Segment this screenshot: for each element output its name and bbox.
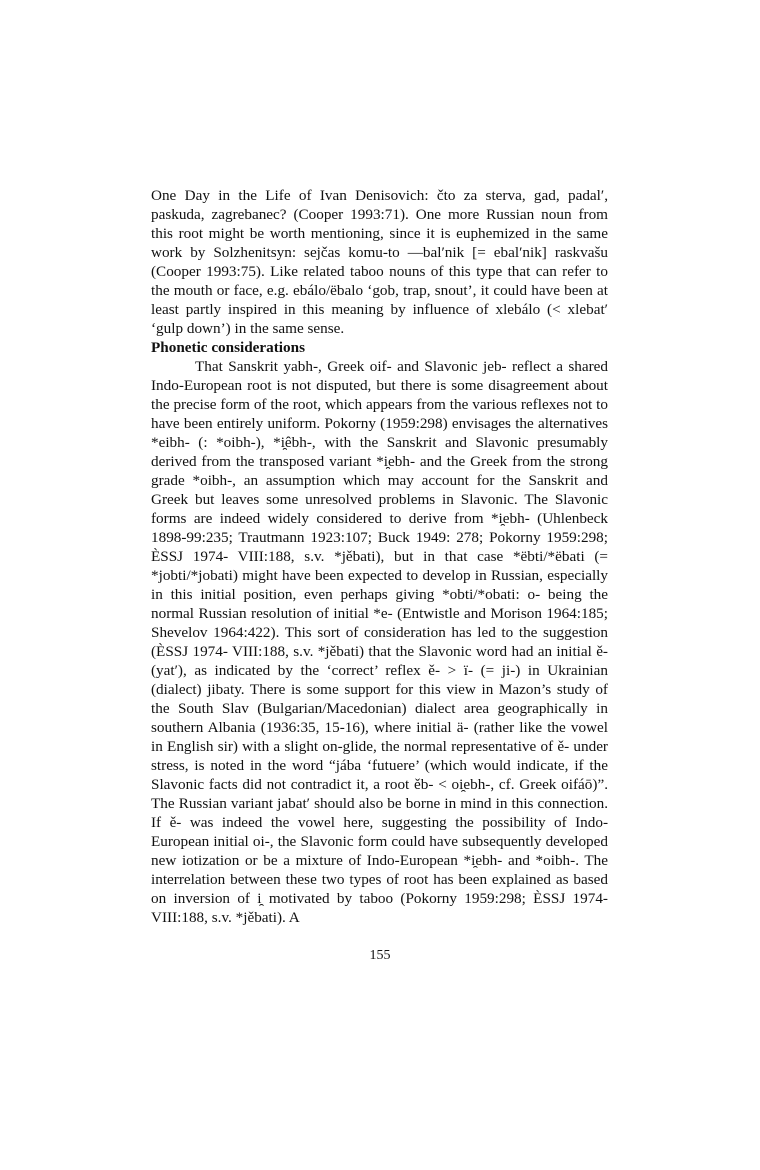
page-body	[151, 186, 608, 927]
paragraph-phonetic: That Sanskrit yabh-, Greek oif- and Slavonic jeb- reflect a shared Indo-European root is not disputed, but there is some disagreement about the precise form of the root, which appears from the various reflexes not to have been entirely uniform. Pokorny (1959:298) envisages the alternatives *eibh- (: *oibh-), *i̯êbh-, with the Sanskrit and Slavonic presumably derived from the transposed variant *i̯ebh- and the Greek from the strong grade *oibh-, an assumption which may account for the Sanskrit and Greek but leaves some unresolved problems in Slavonic. The Slavonic forms are indeed widely considered to derive from *i̯ebh- (Uhlenbeck 1898-99:235; Trautmann 1923:107; Buck 1949: 278; Pokorny 1959:298; ÈSSJ 1974- VIII:188, s.v. *jěbati), but in that case *ëbti/*ëbati (= *jobti/*jobati) might have been expected to develop in Russian, especially in this initial position, even perhaps giving *obti/*obati: o- being the normal Russian resolution of initial *e- (Entwistle and Morison 1964:185; Shevelov 1964:422). This sort of consideration has led to the suggestion (ÈSSJ 1974- VIII:188, s.v. *jěbati) that the Slavonic word had an initial ě- (yatʹ), as indicated by the ‘correct’ reflex ě- > ї- (= ji-) in Ukrainian (dialect) jibaty. There is some support for this view in Mazon’s study of the South Slav (Bulgarian/Macedonian) dialect area geographically in southern Albania (1936:35, 15-16), where initial ä- (rather like the vowel in English sir) with a slight on-glide, the normal representative of ě- under stress, is noted in the word “jába ‘futuere’ (which would indicate, if the Slavonic facts did not contradict it, a root ěb- < oi̯ebh-, cf. Greek oifáō)”. The Russian variant jabatʹ should also be borne in mind in this connection. If ě- was indeed the vowel here, suggesting the possibility of Indo-European initial oi-, the Slavonic form could have subsequently developed new iotization or be a mixture of Indo-European *i̯ebh- and *oibh-. The interrelation between these two types of root has been explained as based on inversion of i̯ motivated by taboo (Pokorny 1959:298; ÈSSJ 1974- VIII:188, s.v. *jěbati). A	[151, 358, 608, 926]
paragraph-intro: One Day in the Life of Ivan Denisovich: čto za sterva, gad, padalʹ, paskuda, zagrebanec? (Cooper 1993:71). One more Russian noun from this root might be worth mentioning, since it is euphemized in the same work by Solzhenitsyn: sejčas komu-to —balʹnik [= ebalʹnik] raskvašu (Cooper 1993:75). Like related taboo nouns of this type that can refer to the mouth or face, e.g. ebálo/ëbalo ‘gob, trap, snout’, it could have been at least partly inspired in this meaning by influence of xlebálo (< xlebatʹ ‘gulp down’) in the same sense.	[151, 187, 608, 337]
page-number: 155	[369, 948, 391, 963]
section-heading: Phonetic considerations	[151, 339, 305, 356]
